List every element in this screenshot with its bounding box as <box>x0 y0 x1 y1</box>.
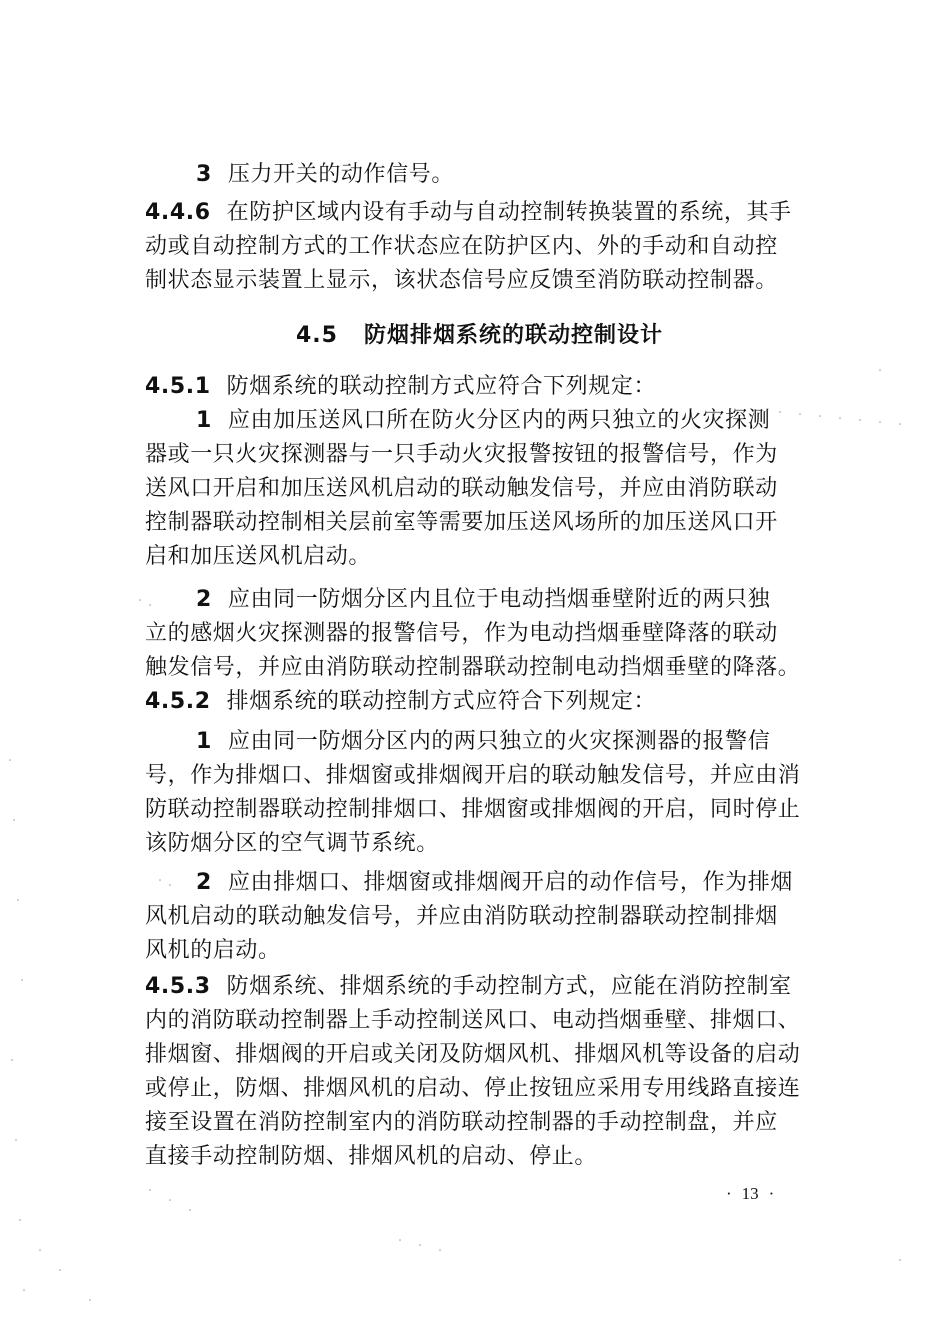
text-line: 1 应由同一防烟分区内的两只独立的火灾探测器的报警信 <box>196 729 771 754</box>
text-line: 器或一只火灾探测器与一只手动火灾报警按钮的报警信号，作为 <box>145 442 778 467</box>
clause-number: 4.5.1 <box>145 374 211 399</box>
clause-number: 4.5.2 <box>145 689 211 714</box>
section-heading <box>296 321 663 351</box>
text-line: 控制器联动控制相关层前室等需要加压送风场所的加压送风口开 <box>145 510 778 535</box>
text-line: 该防烟分区的空气调节系统。 <box>145 831 439 856</box>
clause-number: 4.4.6 <box>145 200 211 225</box>
item-number: 2 <box>196 870 212 895</box>
item-number: 1 <box>196 729 212 754</box>
text-line: 送风口开启和加压送风机启动的联动触发信号，并应由消防联动 <box>145 476 778 501</box>
section-title: 防烟排烟系统的联动控制设计 <box>363 323 663 348</box>
text-line: 排烟窗、排烟阀的开启或关闭及防烟风机、排烟风机等设备的启动 <box>145 1042 801 1067</box>
section-number: 4.5 <box>296 323 338 348</box>
clause-number: 4.5.3 <box>145 974 211 999</box>
text-line: 立的感烟火灾探测器的报警信号，作为电动挡烟垂壁降落的联动 <box>145 621 778 646</box>
clause-line: 4.5.1 防烟系统的联动控制方式应符合下列规定： <box>145 374 657 399</box>
clause-line: 4.4.6 在防护区域内设有手动与自动控制转换装置的系统，其手 <box>145 200 792 225</box>
page-number-value: 13 <box>741 1184 759 1203</box>
text-line: 风机启动的联动触发信号，并应由消防联动控制器联动控制排烟 <box>145 904 778 929</box>
text-line: 启和加压送风机启动。 <box>145 544 372 569</box>
text-line: 接至设置在消防控制室内的消防联动控制器的手动控制盘，并应 <box>145 1110 778 1135</box>
page-number-dot-right: · <box>768 1184 775 1203</box>
page-number-dot-left: · <box>726 1184 732 1203</box>
text-line: 1 应由加压送风口所在防火分区内的两只独立的火灾探测 <box>196 408 771 433</box>
item-number: 1 <box>196 408 212 433</box>
page-number <box>716 1184 784 1204</box>
text-line: 内的消防联动控制器上手动控制送风口、电动挡烟垂壁、排烟口、 <box>145 1008 801 1033</box>
text-line: 制状态显示装置上显示，该状态信号应反馈至消防联动控制器。 <box>145 268 778 293</box>
text-line: 直接手动控制防烟、排烟风机的启动、停止。 <box>145 1144 598 1169</box>
item-number: 3 <box>196 162 212 187</box>
text-line: 防联动控制器联动控制排烟口、排烟窗或排烟阀的开启，同时停止 <box>145 797 801 822</box>
clause-line: 4.5.3 防烟系统、排烟系统的手动控制方式，应能在消防控制室 <box>145 974 792 999</box>
text-line: 风机的启动。 <box>145 938 281 963</box>
clause-line: 4.5.2 排烟系统的联动控制方式应符合下列规定： <box>145 689 657 714</box>
text-line: 动或自动控制方式的工作状态应在防护区内、外的手动和自动控 <box>145 234 778 259</box>
text-line: 2 应由同一防烟分区内且位于电动挡烟垂壁附近的两只独 <box>196 587 771 612</box>
text-line: 或停止，防烟、排烟风机的启动、停止按钮应采用专用线路直接连 <box>145 1076 801 1101</box>
text-line: 3 压力开关的动作信号。 <box>196 162 454 187</box>
text-line: 触发信号，并应由消防联动控制器联动控制电动挡烟垂壁的降落。 <box>145 655 801 680</box>
item-number: 2 <box>196 587 212 612</box>
text-line: 2 应由排烟口、排烟窗或排烟阀开启的动作信号，作为排烟 <box>196 870 793 895</box>
text-line: 号，作为排烟口、排烟窗或排烟阀开启的联动触发信号，并应由消 <box>145 763 801 788</box>
